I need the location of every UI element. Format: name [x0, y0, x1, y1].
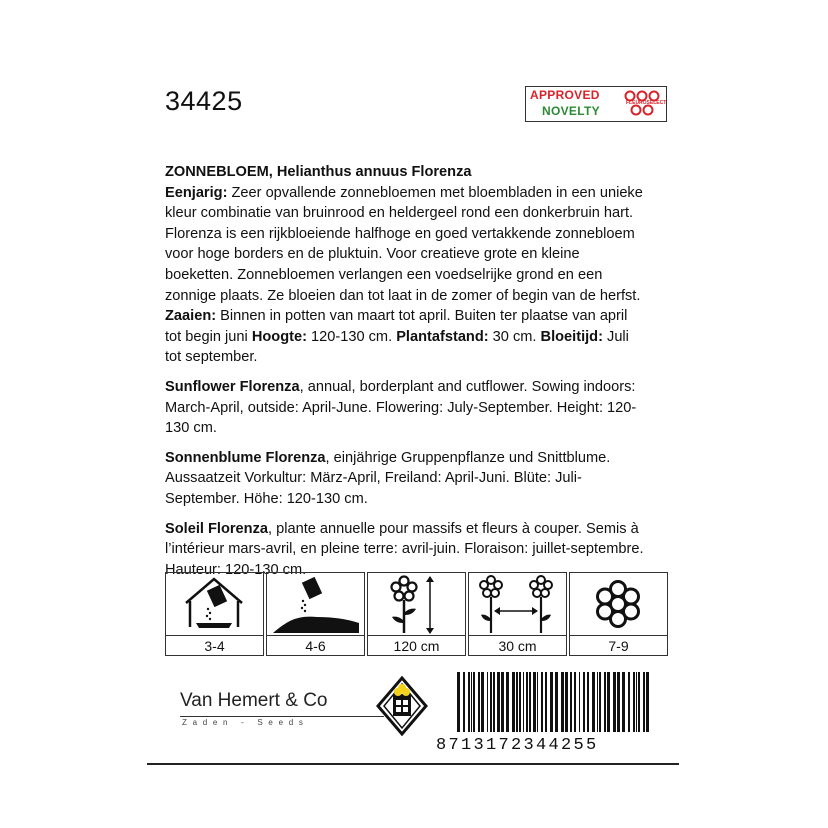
indoor-sowing-cell — [165, 572, 264, 656]
outdoor-sowing-cell — [266, 572, 365, 656]
description-block — [165, 162, 645, 589]
french-description: Soleil Florenza, plante annuelle pour massifs et fleurs à couper. Semis à l’intérieur mars-avril, en pleine terre: avril-juin. Floraison: juillet-septembre. Hauteur: 120-130 cm. — [165, 520, 644, 578]
quality-seal-icon — [376, 676, 428, 736]
product-code: 34425 — [165, 86, 243, 116]
badge-approved-text: APPROVED — [530, 88, 600, 102]
plant-height-icon — [368, 573, 465, 636]
outdoor-sowing-value: 4-6 — [305, 638, 326, 654]
approved-novelty-badge — [525, 86, 667, 122]
fleuroselect-logo-icon — [622, 89, 667, 117]
flowering-icon — [570, 573, 667, 636]
brand-tagline: Zaden - Seeds — [182, 718, 309, 727]
brand-underline — [180, 716, 384, 717]
barcode — [455, 672, 655, 732]
german-description: Sonnenblume Florenza, einjährige Gruppenpflanze und Snittblume. Aussaatzeit Vorkultur: März-April, Freiland: April-Juni. Blüte: Juli-September. Höhe: 120-130 cm. — [165, 449, 611, 507]
brand-logo — [165, 680, 375, 732]
plant-spacing-icon — [469, 573, 566, 636]
plant-spacing-cell — [468, 572, 567, 656]
outdoor-sowing-icon — [267, 573, 364, 636]
bottom-rule — [147, 763, 679, 765]
indoor-sowing-value: 3-4 — [204, 638, 225, 654]
sowing-info-icons — [165, 572, 660, 656]
flowering-value: 7-9 — [608, 638, 629, 654]
fleuroselect-text: FLEUROSELECT — [626, 100, 667, 106]
barcode-number: 8713172344255 — [436, 736, 599, 755]
brand-name: Van Hemert & Co — [180, 690, 328, 711]
flowering-cell — [569, 572, 668, 656]
plant-height-value: 120 cm — [393, 638, 440, 654]
english-description: Sunflower Florenza, annual, borderplant and cutflower. Sowing indoors: March-April, outside: April-June. Flowering: July-September. Height: 120-130 cm. — [165, 378, 637, 437]
dutch-description: ZONNEBLOEM, Helianthus annuus Florenza Eenjarig: Zeer opvallende zonnebloemen met bloembladen in een unieke kleur combinatie van bruinrood en heldergeel rond een donkerbruin hart. Florenza is een rijkbloeiende halfhoge en goed vertakkende zonnebloem voor hoge borders en de pluktuin. Voor creatieve grote en kleine boeketten. Zonnebloemen verlangen een voedselrijke grond en een zonnige plaats. Ze bloeien dan tot laat in de zomer of begin van de herfst. Zaaien: Binnen in potten van maart tot april. Buiten ter plaatse van april tot begin juni Hoogte: 120-130 cm. Plantafstand: 30 cm. Bloeitijd: Juli tot september. — [165, 164, 643, 366]
indoor-sowing-icon — [166, 573, 263, 636]
plant-spacing-value: 30 cm — [498, 638, 537, 654]
badge-novelty-text: NOVELTY — [542, 104, 600, 118]
plant-height-cell — [367, 572, 466, 656]
